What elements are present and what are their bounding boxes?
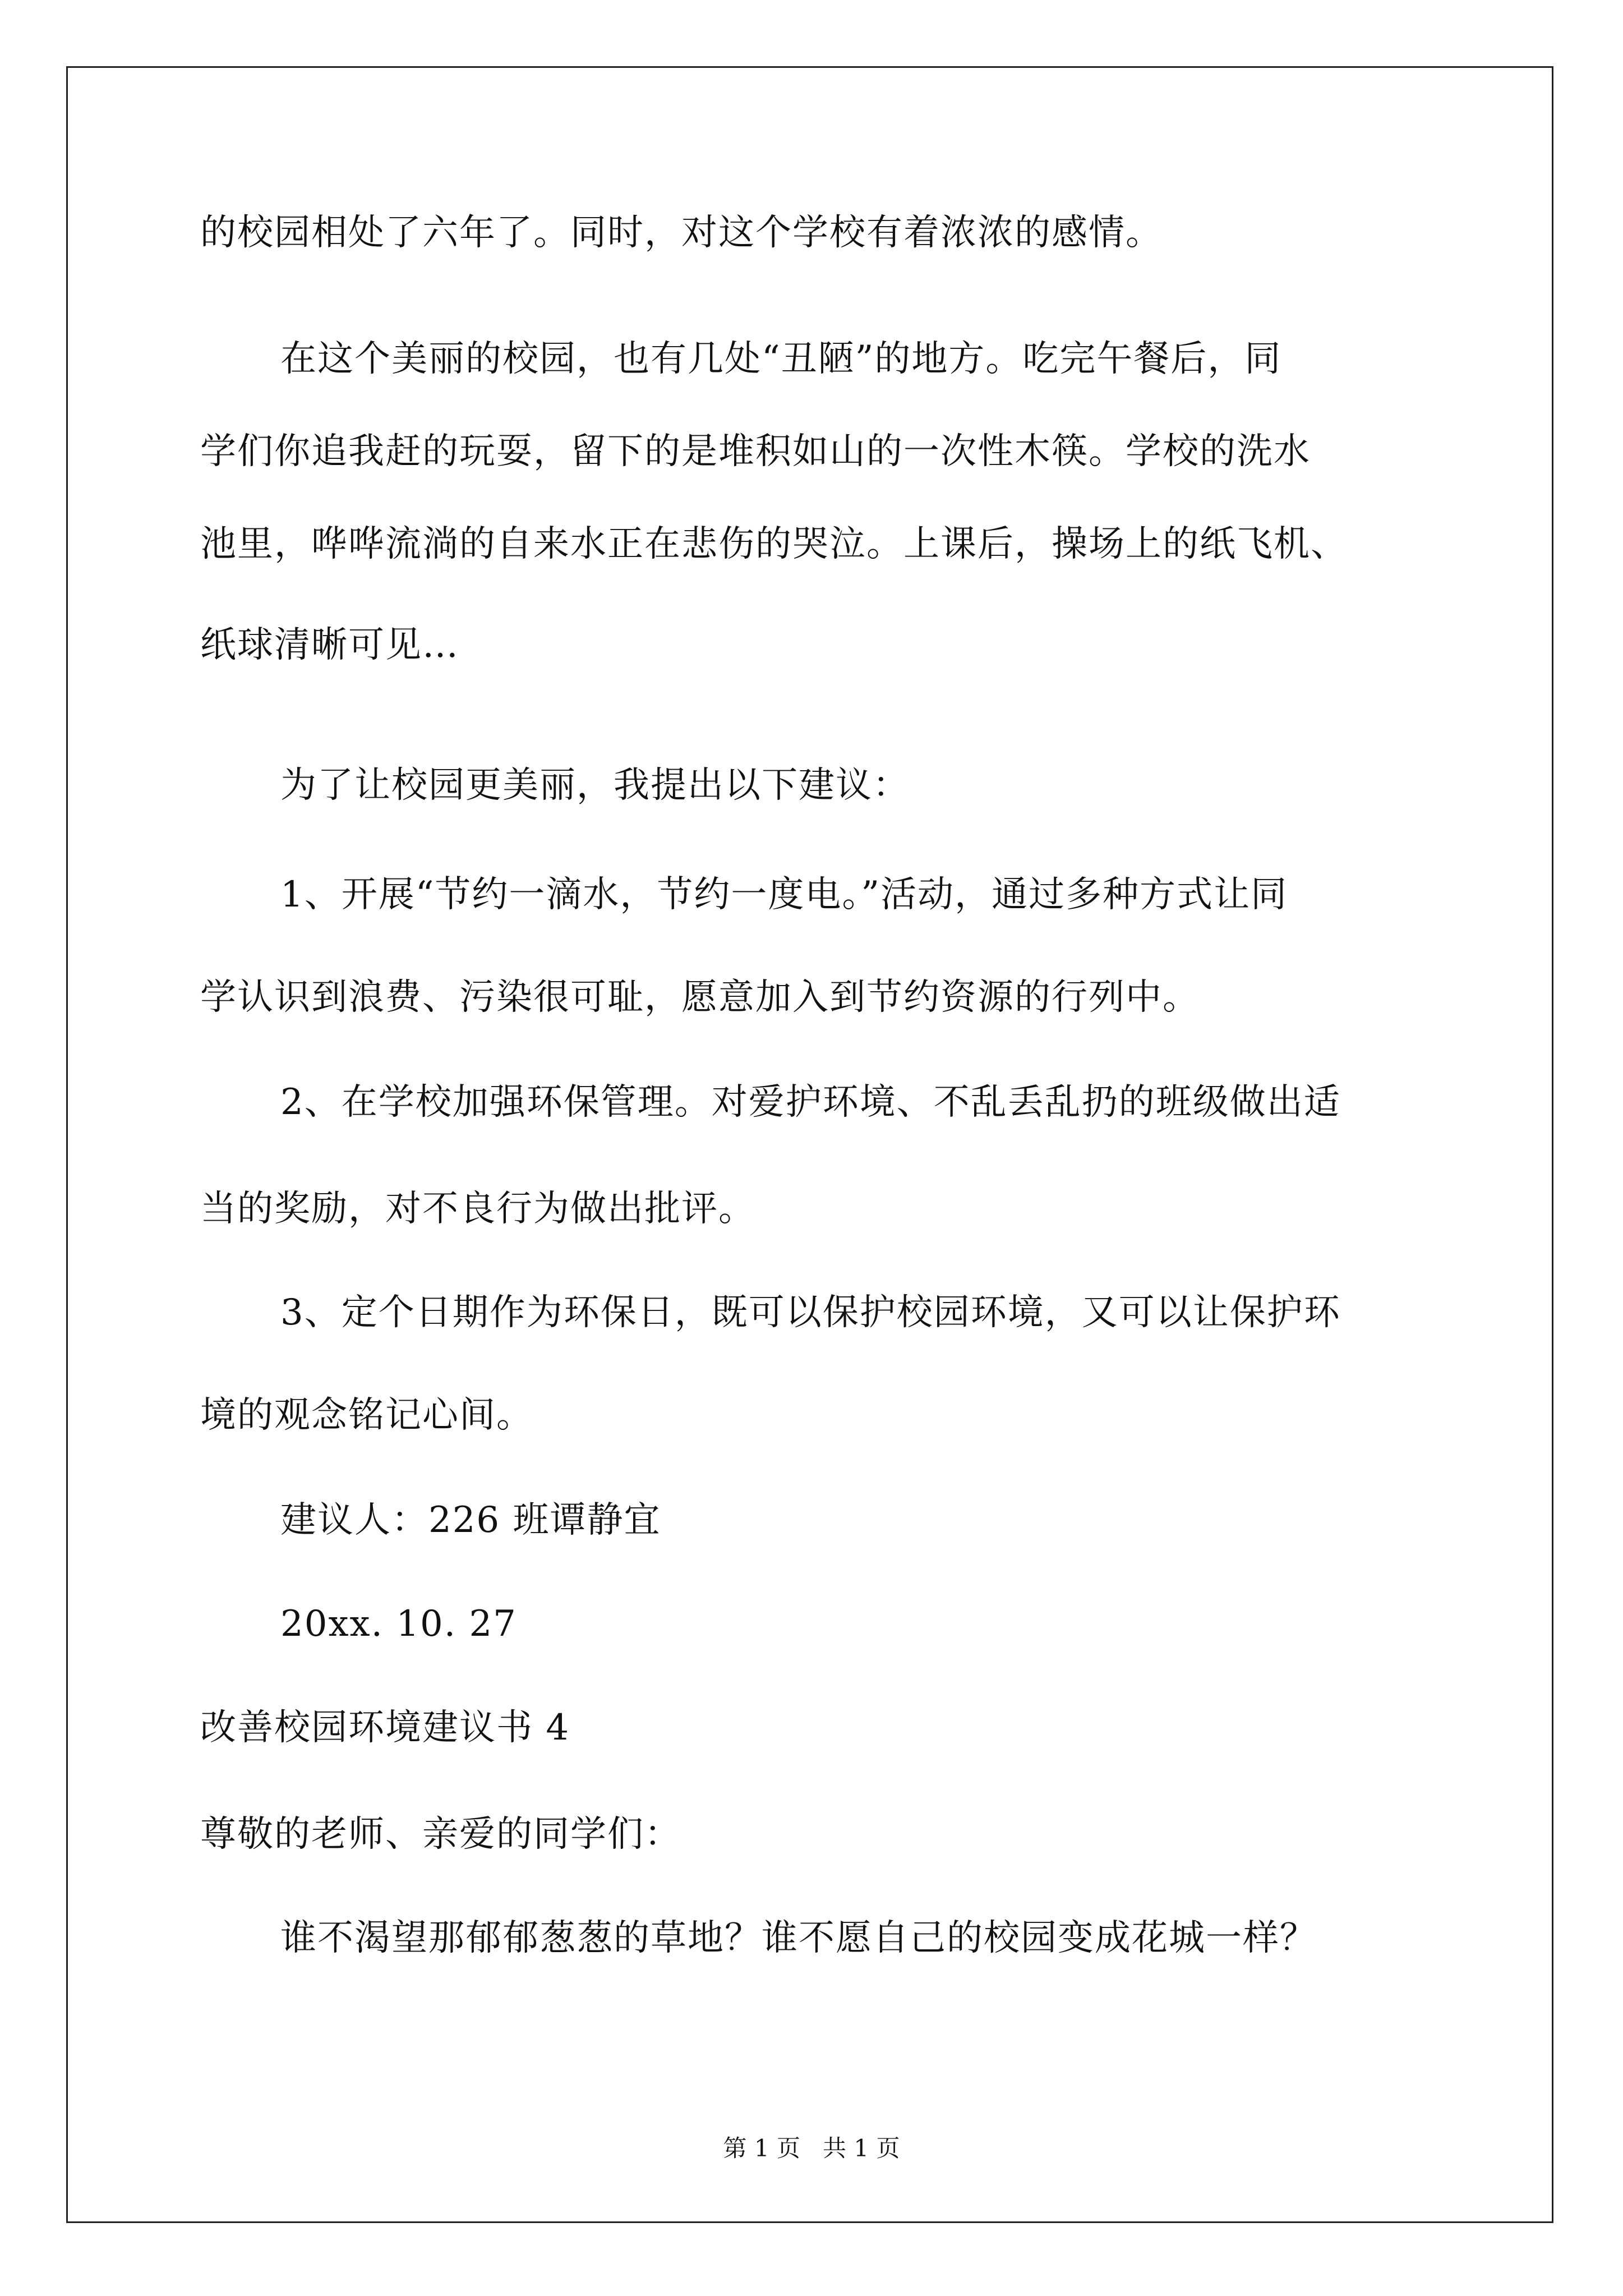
body-text-line: 纸球清晰可见… xyxy=(200,624,459,666)
body-text-line: 1、开展“节约一滴水，节约一度电。”活动，通过多种方式让同 xyxy=(280,874,1288,915)
date-line: 20xx. 10. 27 xyxy=(280,1603,517,1645)
body-text-line: 学认识到浪费、污染很可耻，愿意加入到节约资源的行列中。 xyxy=(200,977,1200,1018)
body-text-line: 在这个美丽的校园，也有几处“丑陋”的地方。吃完午餐后，同 xyxy=(280,338,1282,380)
body-text-line: 境的观念铭记心间。 xyxy=(200,1395,533,1436)
body-text-line: 谁不渴望那郁郁葱葱的草地？谁不愿自己的校园变成花城一样？ xyxy=(280,1917,1317,1959)
body-text-line: 的校园相处了六年了。同时，对这个学校有着浓浓的感情。 xyxy=(200,212,1163,254)
body-text-line: 当的奖励，对不良行为做出批评。 xyxy=(200,1188,755,1230)
body-text-line: 为了让校园更美丽，我提出以下建议： xyxy=(280,765,910,806)
page-footer: 第 1 页 共 1 页 xyxy=(723,2134,900,2162)
body-text-line: 池里，哗哗流淌的自来水正在悲伤的哭泣。上课后，操场上的纸飞机、 xyxy=(200,523,1348,565)
section-heading: 改善校园环境建议书 4 xyxy=(200,1707,570,1749)
body-text-line: 3、定个日期作为环保日，既可以保护校园环境，又可以让保护环 xyxy=(280,1292,1341,1333)
body-text-line: 2、在学校加强环保管理。对爱护环境、不乱丢乱扔的班级做出适 xyxy=(280,1082,1341,1123)
body-text-line: 学们你追我赶的玩耍，留下的是堆积如山的一次性木筷。学校的洗水 xyxy=(200,431,1311,472)
page-border xyxy=(66,66,1553,2223)
signature-line: 建议人：226 班谭静宜 xyxy=(280,1499,661,1541)
salutation-line: 尊敬的老师、亲爱的同学们： xyxy=(200,1814,681,1855)
